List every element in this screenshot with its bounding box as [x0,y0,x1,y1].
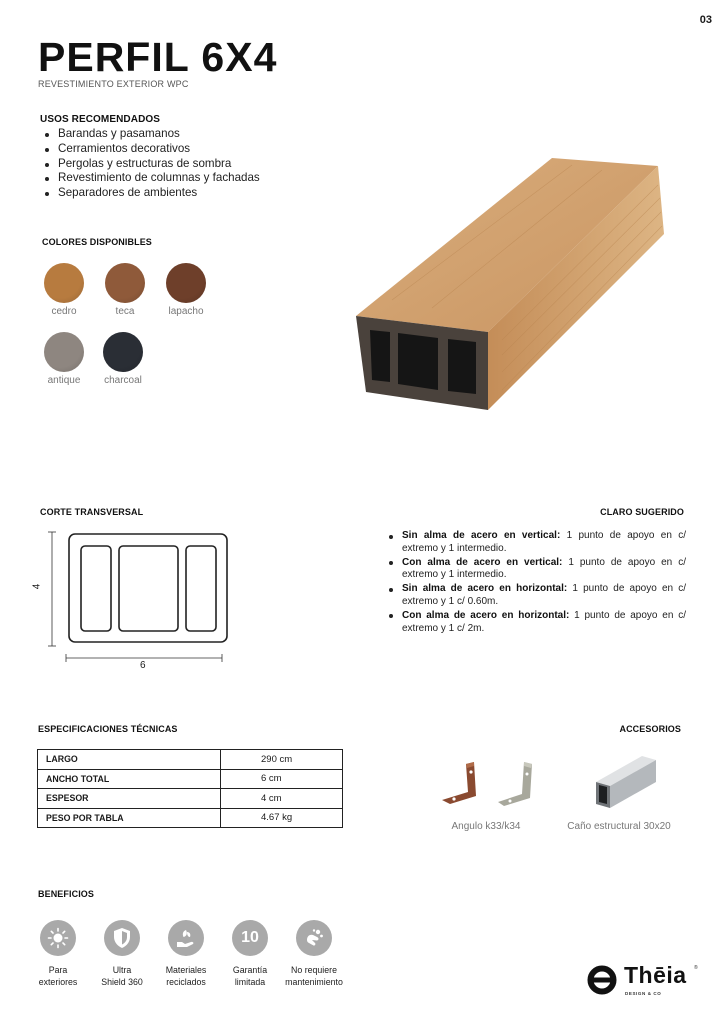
suggested-span-list [388,530,686,636]
uses-list [40,127,260,201]
color-label-antique: antique [47,375,81,386]
benefit-label-recycled: Materiales reciclados [165,965,207,987]
list-item: Con alma de acero en horizontal: 1 punto de apoyo en c/ extremo y 1 c/ 2m. [388,610,686,636]
cross-section-diagram [36,524,236,676]
spec-value: 4 cm [221,789,343,809]
recycle-hand-icon [168,920,204,956]
brand-tagline: DESIGN & CO [625,991,662,996]
brand-name: Thēia [624,962,687,988]
list-item: Revestimiento de columnas y fachadas [40,171,260,186]
uses-heading: USOS RECOMENDADOS [40,114,161,125]
height-dimension-label: 4 [31,583,43,590]
table-row [38,789,343,809]
color-swatch-charcoal [103,332,143,372]
angle-bracket-image [436,758,536,814]
no-maintenance-icon [296,920,332,956]
list-item: Barandas y pasamanos [40,127,260,142]
spec-value: 6 cm [221,769,343,789]
cross-section-heading: CORTE TRANSVERSAL [40,507,144,517]
steel-tube-image [592,752,658,810]
table-row [38,808,343,828]
spec-label: ANCHO TOTAL [38,769,221,789]
width-dimension-label: 6 [140,660,146,671]
spec-value: 290 cm [221,750,343,770]
benefit-label-no-maintenance: No requiere mantenimiento [285,965,343,987]
page-title: PERFIL 6X4 [38,34,278,80]
spec-label: PESO POR TABLA [38,808,221,828]
benefit-label-warranty: Garantía limitada [232,965,268,987]
color-label-lapacho: lapacho [168,306,204,317]
table-row [38,769,343,789]
accessory-label-angle: Angulo k33/k34 [451,821,521,832]
list-item: Sin alma de acero en vertical: 1 punto de apoyo en c/ extremo y 1 intermedio. [388,530,686,556]
list-item: Pergolas y estructuras de sombra [40,157,260,172]
list-item: Sin alma de acero en horizontal: 1 punto de apoyo en c/ extremo y 1 c/ 0.60m. [388,583,686,609]
page-subtitle: REVESTIMIENTO EXTERIOR WPC [38,79,189,89]
color-label-teca: teca [115,306,135,317]
color-label-charcoal: charcoal [104,375,142,386]
benefit-label-shield: Ultra Shield 360 [101,965,143,987]
suggested-span-heading: CLARO SUGERIDO [600,507,684,517]
list-item: Separadores de ambientes [40,186,260,201]
list-item: Con alma de acero en vertical: 1 punto de apoyo en c/ extremo y 1 intermedio. [388,557,686,583]
color-swatch-teca [105,263,145,303]
color-swatch-lapacho [166,263,206,303]
spec-label: LARGO [38,750,221,770]
colors-heading: COLORES DISPONIBLES [42,237,152,247]
benefit-label-exteriores: Para exteriores [38,965,78,987]
spec-value: 4.67 kg [221,808,343,828]
specs-table [37,749,343,828]
color-label-cedro: cedro [51,306,77,317]
brand-registered-mark: ® [694,965,698,971]
benefits-heading: BENEFICIOS [38,889,95,899]
warranty-10-icon: 10 [232,920,268,956]
specs-heading: ESPECIFICACIONES TÉCNICAS [38,724,178,734]
accessory-label-tube: Caño estructural 30x20 [567,821,671,832]
table-row [38,750,343,770]
sun-icon [40,920,76,956]
product-profile-image [352,150,668,414]
spec-label: ESPESOR [38,789,221,809]
color-swatch-antique [44,332,84,372]
accessories-heading: ACCESORIOS [619,724,681,734]
color-swatch-cedro [44,263,84,303]
brand-logo-icon [586,964,618,996]
page-number: 03 [699,14,712,26]
shield-icon [104,920,140,956]
list-item: Cerramientos decorativos [40,142,260,157]
